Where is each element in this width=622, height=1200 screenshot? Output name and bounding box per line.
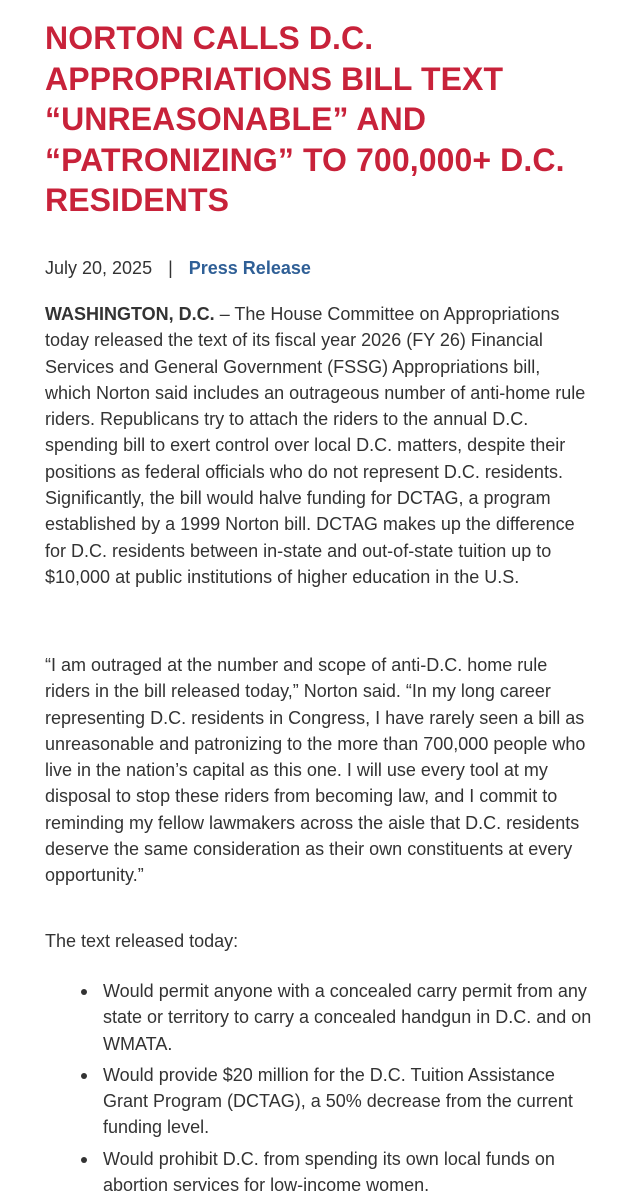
page-title: NORTON CALLS D.C. APPROPRIATIONS BILL TEXT “UNREASONABLE” AND “PATRONIZING” TO 700,000+ D.C. RESIDENTS <box>45 20 565 218</box>
article-paragraph-1 <box>45 301 590 590</box>
article-paragraph-3: The text released today: <box>45 931 239 951</box>
bullet-text: Would prohibit D.C. from spending its own local funds on abortion services for low-income women. <box>103 1148 555 1196</box>
article-meta <box>45 256 311 280</box>
bullet-item <box>103 1062 593 1141</box>
bullet-item <box>103 978 593 1057</box>
meta-separator: | <box>168 258 173 278</box>
category-link[interactable]: Press Release <box>188 258 311 278</box>
bullet-text: Would permit anyone with a concealed carry permit from any state or territory to carry a concealed handgun in D.C. and on WMATA. <box>103 981 592 1054</box>
bullet-list <box>103 978 593 1200</box>
bullet-dot-icon <box>81 1073 87 1079</box>
bullet-dot-icon <box>81 989 87 995</box>
paragraph-1-text: – The House Committee on Appropriations today released the text of its fiscal year 2026 (FY 26) Financial Services and General Government (FSSG) Appropriations bill, which Norton said includes an outrageous number of anti-home rule riders. Republicans try to attach the riders to the annual D.C. spending bill to exert control over local D.C. matters, despite their positions as federal officials who do not represent D.C. residents. Significantly, the bill would halve funding for DCTAG, a program established by a 1999 Norton bill. DCTAG makes up the difference for D.C. residents between in-state and out-of-state tuition up to $10,000 at public institutions of higher education in the U.S. <box>45 304 586 587</box>
article-paragraph-2: “I am outraged at the number and scope of anti-D.C. home rule riders in the bill released today,” Norton said. “In my long career representing D.C. residents in Congress, I have rarely seen a bill as unreasonable and patronizing to the more than 700,000 people who live in the nation’s capital as this one. I will use every tool at my disposal to stop these riders from becoming law, and I commit to reminding my fellow lawmakers across the aisle that D.C. residents deserve the same consideration as their own constituents at every opportunity.” <box>45 655 586 886</box>
bullet-item <box>103 1146 593 1199</box>
dateline: WASHINGTON, D.C. <box>45 304 215 324</box>
bullet-text: Would provide $20 million for the D.C. Tuition Assistance Grant Program (DCTAG), a 50% decrease from the current funding level. <box>103 1064 573 1138</box>
publish-date: July 20, 2025 <box>45 258 153 278</box>
bullet-dot-icon <box>81 1157 87 1163</box>
